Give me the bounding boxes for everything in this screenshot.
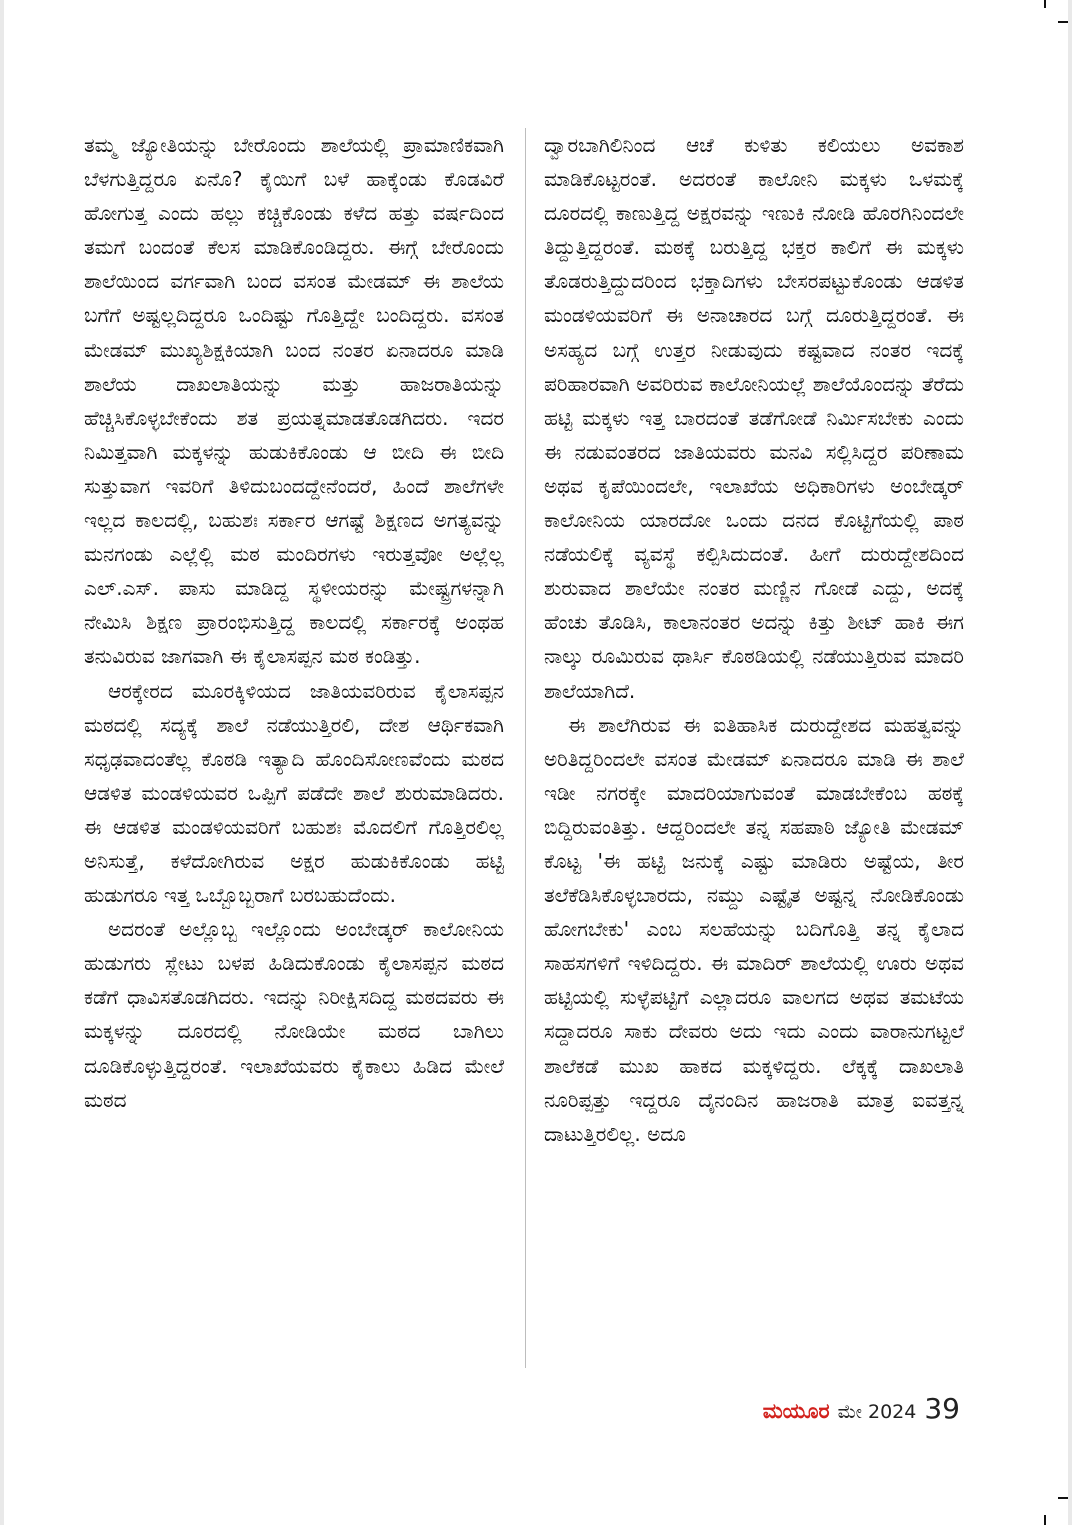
issue-date: ಮೇ 2024 [837,1401,917,1423]
paragraph-left-1: ತಮ್ಮ ಜ್ಯೋತಿಯನ್ನು ಬೇರೊಂದು ಶಾಲೆಯಲ್ಲಿ ಪ್ರಾಮಾಣಿಕವಾಗಿ ಬೆಳಗುತ್ತಿದ್ದರೂ ಏನೊ? ಕೈಯಿಗೆ ಬಳೆ ಹಾಕ್ಕೆಂಡು ಕೊಡವಿರೆ ಹೋಗುತ್ತ ಎಂದು ಹಲ್ಲು ಕಚ್ಚಿಕೊಂಡು ಕಳೆದ ಹತ್ತು ವರ್ಷದಿಂದ ತಮಗೆ ಬಂದಂತೆ ಕೆಲಸ ಮಾಡಿಕೊಂಡಿದ್ದರು. ಈಗ್ಗೆ ಬೇರೊಂದು ಶಾಲೆಯಿಂದ ವರ್ಗವಾಗಿ ಬಂದ ವಸಂತ ಮೇಡಮ್ ಈ ಶಾಲೆಯ ಬಗೆಗೆ ಅಷ್ಟಲ್ಲದಿದ್ದರೂ ಒಂದಿಷ್ಟು ಗೊತ್ತಿದ್ದೇ ಬಂದಿದ್ದರು. ವಸಂತ ಮೇಡಮ್ ಮುಖ್ಯಶಿಕ್ಷಕಿಯಾಗಿ ಬಂದ ನಂತರ ಏನಾದರೂ ಮಾಡಿ ಶಾಲೆಯ ದಾಖಲಾತಿಯನ್ನು ಮತ್ತು ಹಾಜರಾತಿಯನ್ನು ಹೆಚ್ಚಿಸಿಕೊಳ್ಳಬೇಕೆಂದು ಶತ ಪ್ರಯತ್ನಮಾಡತೊಡಗಿದರು. ಇದರ ನಿಮಿತ್ತವಾಗಿ ಮಕ್ಕಳನ್ನು ಹುಡುಕಿಕೊಂಡು ಆ ಬೀದಿ ಈ ಬೀದಿ ಸುತ್ತುವಾಗ ಇವರಿಗೆ ತಿಳಿದುಬಂದದ್ದೇನೆಂದರೆ, ಹಿಂದೆ ಶಾಲೆಗಳೇ ಇಲ್ಲದ ಕಾಲದಲ್ಲಿ, ಬಹುಶಃ ಸರ್ಕಾರ ಆಗಷ್ಟೆ ಶಿಕ್ಷಣದ ಅಗತ್ಯವನ್ನು ಮನಗಂಡು ಎಲ್ಲೆಲ್ಲಿ ಮಠ ಮಂದಿರಗಳು ಇರುತ್ತವೋ ಅಲ್ಲೆಲ್ಲ ಎಲ್.ಎಸ್. ಪಾಸು ಮಾಡಿದ್ದ ಸ್ಥಳೀಯರನ್ನು ಮೇಷ್ಟ್ರಗಳನ್ನಾಗಿ ನೇಮಿಸಿ ಶಿಕ್ಷಣ ಪ್ರಾರಂಭಿಸುತ್ತಿದ್ದ ಕಾಲದಲ್ಲಿ ಸರ್ಕಾರಕ್ಕೆ ಅಂಥಹ ತನುವಿರುವ ಜಾಗವಾಗಿ ಈ ಕೈಲಾಸಪ್ಪನ ಮಠ ಕಂಡಿತ್ತು. [84,133,504,669]
column-divider [525,128,526,1368]
paragraph-left-2: ಆರಕ್ಕೇರದ ಮೂರಕ್ಕಿಳಿಯದ ಜಾತಿಯವರಿರುವ ಕೈಲಾಸಪ್ಪನ ಮಠದಲ್ಲಿ ಸದ್ಯಕ್ಕೆ ಶಾಲೆ ನಡೆಯುತ್ತಿರಲಿ, ದೇಶ ಆರ್ಥಿಕವಾಗಿ ಸಧೃಢವಾದಂತೆಲ್ಲ ಕೊಠಡಿ ಇತ್ಯಾದಿ ಹೊಂದಿಸೋಣವೆಂದು ಮಠದ ಆಡಳಿತ ಮಂಡಳಿಯವರ ಒಪ್ಪಿಗೆ ಪಡೆದೇ ಶಾಲೆ ಶುರುಮಾಡಿದರು. ಈ ಆಡಳಿತ ಮಂಡಳಿಯವರಿಗೆ ಬಹುಶಃ ಮೊದಲಿಗೆ ಗೊತ್ತಿರಲಿಲ್ಲ ಅನಿಸುತ್ತೆ, ಕಳೆದೋಗಿರುವ ಅಕ್ಷರ ಹುಡುಕಿಕೊಂಡು ಹಟ್ಟಿ ಹುಡುಗರೂ ಇತ್ತ ಒಬ್ಬೊಬ್ಬರಾಗೆ ಬರಬಹುದೆಂದು. [84,678,504,908]
right-column [544,128,964,1151]
paragraph-left-3: ಅದರಂತೆ ಅಲ್ಲೊಬ್ಬ ಇಲ್ಲೊಂದು ಅಂಬೇಡ್ಕರ್ ಕಾಲೋನಿಯ ಹುಡುಗರು ಸ್ಲೇಟು ಬಳಪ ಹಿಡಿದುಕೊಂಡು ಕೈಲಾಸಪ್ಪನ ಮಠದ ಕಡೆಗೆ ಧಾವಿಸತೊಡಗಿದರು. ಇದನ್ನು ನಿರೀಕ್ಷಿಸದಿದ್ದ ಮಠದವರು ಈ ಮಕ್ಕಳನ್ನು ದೂರದಲ್ಲಿ ನೋಡಿಯೇ ಮಠದ ಬಾಗಿಲು ದೂಡಿಕೊಳ್ಳುತ್ತಿದ್ದರಂತೆ. ಇಲಾಖೆಯವರು ಕೈಕಾಲು ಹಿಡಿದ ಮೇಲೆ ಮಠದ [84,917,504,1112]
crop-mark-right-bottom [1058,1497,1068,1499]
crop-mark-bottom-right [1044,1515,1046,1525]
crop-mark-right-top [1058,21,1068,23]
magazine-page [4,0,1068,1525]
magazine-logo: ಮಯೂರ [762,1399,830,1423]
crop-mark-top-right [1044,0,1046,8]
left-column [84,128,504,1117]
paragraph-right-2: ಈ ಶಾಲೆಗಿರುವ ಈ ಐತಿಹಾಸಿಕ ದುರುದ್ದೇಶದ ಮಹತ್ವವನ್ನು ಅರಿತಿದ್ದರಿಂದಲೇ ವಸಂತ ಮೇಡಮ್ ಏನಾದರೂ ಮಾಡಿ ಈ ಶಾಲೆ ಇಡೀ ನಗರಕ್ಕೇ ಮಾದರಿಯಾಗುವಂತೆ ಮಾಡಬೇಕೆಂಬ ಹಠಕ್ಕೆ ಬಿದ್ದಿರುವಂತಿತ್ತು. ಆದ್ದರಿಂದಲೇ ತನ್ನ ಸಹಪಾಠಿ ಜ್ಯೋತಿ ಮೇಡಮ್ ಕೊಟ್ಟ 'ಈ ಹಟ್ಟಿ ಜನುಕ್ಕೆ ಎಷ್ಟು ಮಾಡಿರು ಅಷ್ಟೆಯ, ತೀರ ತಲೆಕೆಡಿಸಿಕೊಳ್ಳಬಾರದು, ನಮ್ದು ಎಷ್ಟೈತ ಅಷ್ಟನ್ನ ನೋಡಿಕೊಂಡು ಹೋಗಬೇಕು' ಎಂಬ ಸಲಹೆಯನ್ನು ಬದಿಗೊತ್ತಿ ತನ್ನ ಕೈಲಾದ ಸಾಹಸಗಳಿಗೆ ಇಳಿದಿದ್ದರು. ಈ ಮಾದಿರ್ ಶಾಲೆಯಲ್ಲಿ ಊರು ಅಥವ ಹಟ್ಟಿಯಲ್ಲಿ ಸುಳ್ಳೆಪಟ್ಟಿಗೆ ಎಲ್ಲಾದರೂ ವಾಲಗದ ಅಥವ ತಮಟೆಯ ಸದ್ದಾದರೂ ಸಾಕು ದೇವರು ಅದು ಇದು ಎಂದು ವಾರಾನುಗಟ್ಟಲೆ ಶಾಲೆಕಡೆ ಮುಖ ಹಾಕದ ಮಕ್ಕಳಿದ್ದರು. ಲೆಕ್ಕಕ್ಕೆ ದಾಖಲಾತಿ ನೂರಿಪ್ಪತ್ತು ಇದ್ದರೂ ದೈನಂದಿನ ಹಾಜರಾತಿ ಮಾತ್ರ ಐವತ್ತನ್ನ ದಾಟುತ್ತಿರಲಿಲ್ಲ. ಅದೂ [544,712,964,1146]
page-number: 39 [924,1392,960,1425]
paragraph-right-1: ದ್ವಾರಬಾಗಿಲಿನಿಂದ ಆಚೆ ಕುಳಿತು ಕಲಿಯಲು ಅವಕಾಶ ಮಾಡಿಕೊಟ್ಟರಂತೆ. ಅದರಂತೆ ಕಾಲೋನಿ ಮಕ್ಕಳು ಒಳಮಕ್ಕೆ ದೂರದಲ್ಲಿ ಕಾಣುತ್ತಿದ್ದ ಅಕ್ಷರವನ್ನು ಇಣುಕಿ ನೋಡಿ ಹೊರಗಿನಿಂದಲೇ ತಿದ್ದುತ್ತಿದ್ದರಂತೆ. ಮಠಕ್ಕೆ ಬರುತ್ತಿದ್ದ ಭಕ್ತರ ಕಾಲಿಗೆ ಈ ಮಕ್ಕಳು ತೊಡರುತ್ತಿದ್ದುದರಿಂದ ಭಕ್ತಾದಿಗಳು ಬೇಸರಪಟ್ಟುಕೊಂಡು ಆಡಳಿತ ಮಂಡಳಿಯವರಿಗೆ ಈ ಅನಾಚಾರದ ಬಗ್ಗೆ ದೂರುತ್ತಿದ್ದರಂತೆ. ಈ ಅಸಹ್ಯದ ಬಗ್ಗೆ ಉತ್ತರ ನೀಡುವುದು ಕಷ್ಟವಾದ ನಂತರ ಇದಕ್ಕೆ ಪರಿಹಾರವಾಗಿ ಅವರಿರುವ ಕಾಲೋನಿಯಲ್ಲೆ ಶಾಲೆಯೊಂದನ್ನು ತೆರೆದು ಹಟ್ಟಿ ಮಕ್ಕಳು ಇತ್ತ ಬಾರದಂತೆ ತಡೆಗೋಡೆ ನಿರ್ಮಿಸಬೇಕು ಎಂದು ಈ ನಡುವಂತರದ ಜಾತಿಯವರು ಮನವಿ ಸಲ್ಲಿಸಿದ್ದರ ಪರಿಣಾಮ ಅಥವ ಕೃಪೆಯಿಂದಲೇ, ಇಲಾಖೆಯ ಅಧಿಕಾರಿಗಳು ಅಂಬೇಡ್ಕರ್ ಕಾಲೋನಿಯ ಯಾರದೋ ಒಂದು ದನದ ಕೊಟ್ಟಿಗೆಯಲ್ಲಿ ಪಾಠ ನಡೆಯಲಿಕ್ಕೆ ವ್ಯವಸ್ಥೆ ಕಲ್ಪಿಸಿದುದಂತೆ. ಹೀಗೆ ದುರುದ್ದೇಶದಿಂದ ಶುರುವಾದ ಶಾಲೆಯೇ ನಂತರ ಮಣ್ಣಿನ ಗೋಡೆ ಎದ್ದು, ಅದಕ್ಕೆ ಹೆಂಚು ತೊಡಿಸಿ, ಕಾಲಾನಂತರ ಅದನ್ನು ಕಿತ್ತು ಶೀಟ್ ಹಾಕಿ ಈಗ ನಾಲ್ಕು ರೂಮಿರುವ ಥಾರ್ಸಿ ಕೊಠಡಿಯಲ್ಲಿ ನಡೆಯುತ್ತಿರುವ ಮಾದರಿ ಶಾಲೆಯಾಗಿದೆ. [544,133,964,703]
page-footer [763,1392,960,1425]
